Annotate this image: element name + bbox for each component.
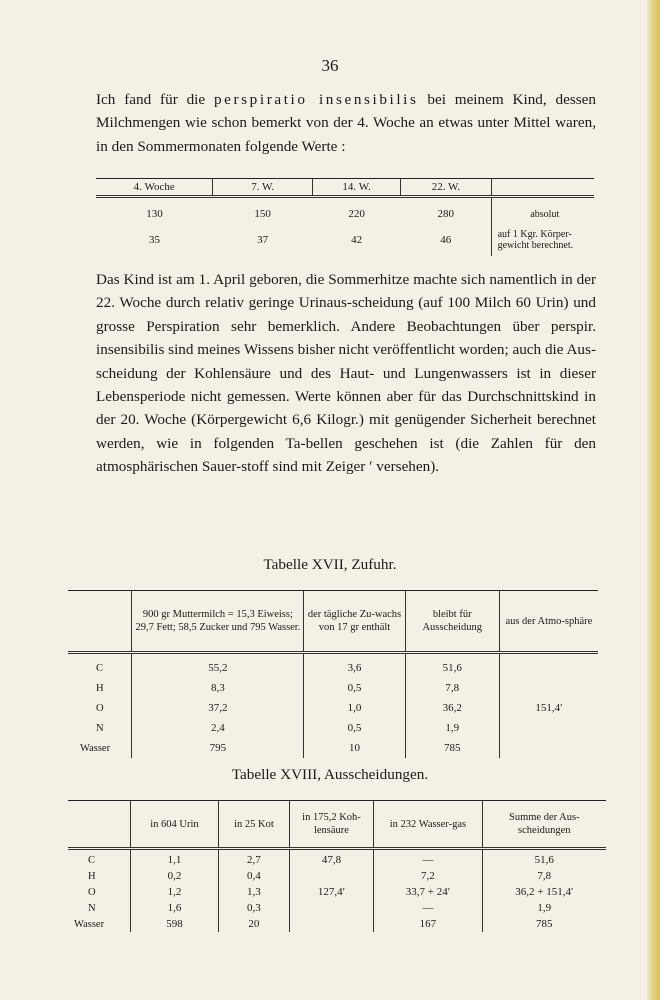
cell: 55,2 xyxy=(132,653,304,679)
table-xviii-excretions xyxy=(68,800,606,932)
cell: 127,4′ xyxy=(289,884,374,900)
header-cell: bleibt für Ausscheidung xyxy=(405,591,499,653)
unit-label: absolut xyxy=(491,197,594,225)
cell: 0,4 xyxy=(219,868,290,884)
cell: 7,8 xyxy=(405,678,499,698)
cell: 42 xyxy=(351,233,363,246)
header-cell: in 232 Wasser-gas xyxy=(374,801,482,849)
cell: 33,7 + 24′ xyxy=(374,884,482,900)
cell: 1,9 xyxy=(405,718,499,738)
row-label: O xyxy=(88,886,96,898)
intro-text-a: Ich fand für die xyxy=(96,91,214,108)
page-number: 36 xyxy=(321,56,339,75)
cell: 598 xyxy=(130,916,218,932)
table-row xyxy=(68,653,598,679)
cell: 46 xyxy=(440,233,452,246)
header-cell: in 25 Kot xyxy=(219,801,290,849)
header-cell: in 175,2 Koh-lensäure xyxy=(289,801,374,849)
table-row xyxy=(68,678,598,698)
cell: 37 xyxy=(257,233,269,246)
caption-table-xviii: Tabelle XVIII, Ausscheidungen. xyxy=(231,766,429,783)
cell: 7,2 xyxy=(374,868,482,884)
cell: 0,2 xyxy=(130,868,218,884)
header-cell: 7. W. xyxy=(213,179,313,197)
header-cell xyxy=(491,179,594,197)
cell: 1,1 xyxy=(130,849,218,869)
cell: 1,6 xyxy=(130,900,218,916)
intro-spaced-term: perspiratio insensibilis xyxy=(213,91,419,108)
cell: 3,6 xyxy=(304,653,405,679)
cell: 20 xyxy=(219,916,290,932)
cell: 0,5 xyxy=(304,678,405,698)
header-cell: Summe der Aus-scheidungen xyxy=(482,801,606,849)
table-perspiration xyxy=(96,178,594,256)
table-row xyxy=(68,868,606,884)
paragraph-body: Das Kind ist am 1. April geboren, die Sommerhitze machte sich namentlich in der 22. Woche durch relativ geringe Urinaus-scheidung (auf 100 Milch 60 Urin) und grosse Perspiration sehr bemerklich. Andere Beobachtungen über perspir. insensibilis sind meines Wissens bisher nicht veröffentlicht worden; auch die Aus-scheidung der Kohlensäure und des Haut- und Lungenwassers ist in dieser Lebensperiode nicht gemessen. Werte können aber für das Durchschnittskind in der 20. Woche (Körpergewicht 6,6 Kilogr.) mit genügender Sicherheit berechnet werden, wie in folgenden Ta-bellen geschehen ist (die Zahlen für den atmosphärischen Sauer-stoff sind mit Zeiger ′ versehen). xyxy=(96,271,596,476)
table-row xyxy=(96,197,594,225)
cell: 35 xyxy=(148,233,160,246)
header-cell: 900 gr Muttermilch = 15,3 Eiweiss; 29,7 Fett; 58,5 Zucker und 795 Wasser. xyxy=(132,591,304,653)
unit-label: auf 1 Kgr. Körper-gewicht berechnet. xyxy=(491,224,594,256)
header-cell: 4. Woche xyxy=(96,179,213,197)
cell: 0,5 xyxy=(304,718,405,738)
page-edge xyxy=(646,0,660,1000)
cell: 150 xyxy=(254,207,271,220)
table-row xyxy=(68,916,606,932)
cell xyxy=(289,916,374,932)
header-cell xyxy=(68,801,130,849)
paragraph-intro xyxy=(96,88,596,158)
cell: 7,8 xyxy=(482,868,606,884)
cell xyxy=(289,868,374,884)
cell: 151,4′ xyxy=(499,698,598,718)
row-label: O xyxy=(96,702,104,714)
cell: 47,8 xyxy=(289,849,374,869)
cell: 220 xyxy=(348,207,365,220)
cell: 785 xyxy=(482,916,606,932)
cell: 1,3 xyxy=(219,884,290,900)
cell: 8,3 xyxy=(132,678,304,698)
header-cell: 14. W. xyxy=(312,179,400,197)
table-row xyxy=(68,698,598,718)
table-row xyxy=(68,718,598,738)
row-label: C xyxy=(88,854,96,866)
header-cell xyxy=(68,591,132,653)
cell: 36,2 xyxy=(405,698,499,718)
row-label: N xyxy=(96,722,104,734)
cell: 2,4 xyxy=(132,718,304,738)
cell: — xyxy=(374,849,482,869)
cell: 36,2 + 151,4′ xyxy=(482,884,606,900)
cell: 37,2 xyxy=(132,698,304,718)
row-label: N xyxy=(88,902,96,914)
table-xvii-intake xyxy=(68,590,598,758)
row-label: Wasser xyxy=(74,918,105,930)
cell: 0,3 xyxy=(219,900,290,916)
header-cell: in 604 Urin xyxy=(130,801,218,849)
header-cell: der tägliche Zu-wachs von 17 gr enthält xyxy=(304,591,405,653)
cell: 1,2 xyxy=(130,884,218,900)
cell: — xyxy=(374,900,482,916)
row-label: H xyxy=(96,682,104,694)
cell: 1,9 xyxy=(482,900,606,916)
row-label: Wasser xyxy=(80,742,111,754)
cell xyxy=(499,738,598,758)
table-row xyxy=(68,849,606,869)
cell: 51,6 xyxy=(405,653,499,679)
table-header-row xyxy=(68,801,606,849)
cell: 10 xyxy=(304,738,405,758)
table-header-row xyxy=(96,179,594,197)
table-header-row xyxy=(68,591,598,653)
intro-text-b: bei meinem Kind, dessen Milchmengen wie schon bemerkt von der 4. Woche an etwas unter Mittel waren, in den Sommermonaten folgende Werte : xyxy=(96,91,597,155)
cell: 167 xyxy=(374,916,482,932)
caption-table-xvii: Tabelle XVII, Zufuhr. xyxy=(263,556,397,573)
header-cell: aus der Atmo-sphäre xyxy=(499,591,598,653)
row-label: H xyxy=(88,870,96,882)
cell xyxy=(499,678,598,698)
cell: 280 xyxy=(437,207,454,220)
header-cell: 22. W. xyxy=(401,179,491,197)
cell: 785 xyxy=(405,738,499,758)
cell: 130 xyxy=(146,207,163,220)
table-row xyxy=(68,884,606,900)
cell: 795 xyxy=(132,738,304,758)
cell: 1,0 xyxy=(304,698,405,718)
table-row xyxy=(68,900,606,916)
cell xyxy=(499,718,598,738)
cell xyxy=(499,653,598,679)
table-row xyxy=(96,224,594,256)
row-label: C xyxy=(96,662,104,674)
cell: 2,7 xyxy=(219,849,290,869)
cell xyxy=(289,900,374,916)
cell: 51,6 xyxy=(482,849,606,869)
table-row xyxy=(68,738,598,758)
